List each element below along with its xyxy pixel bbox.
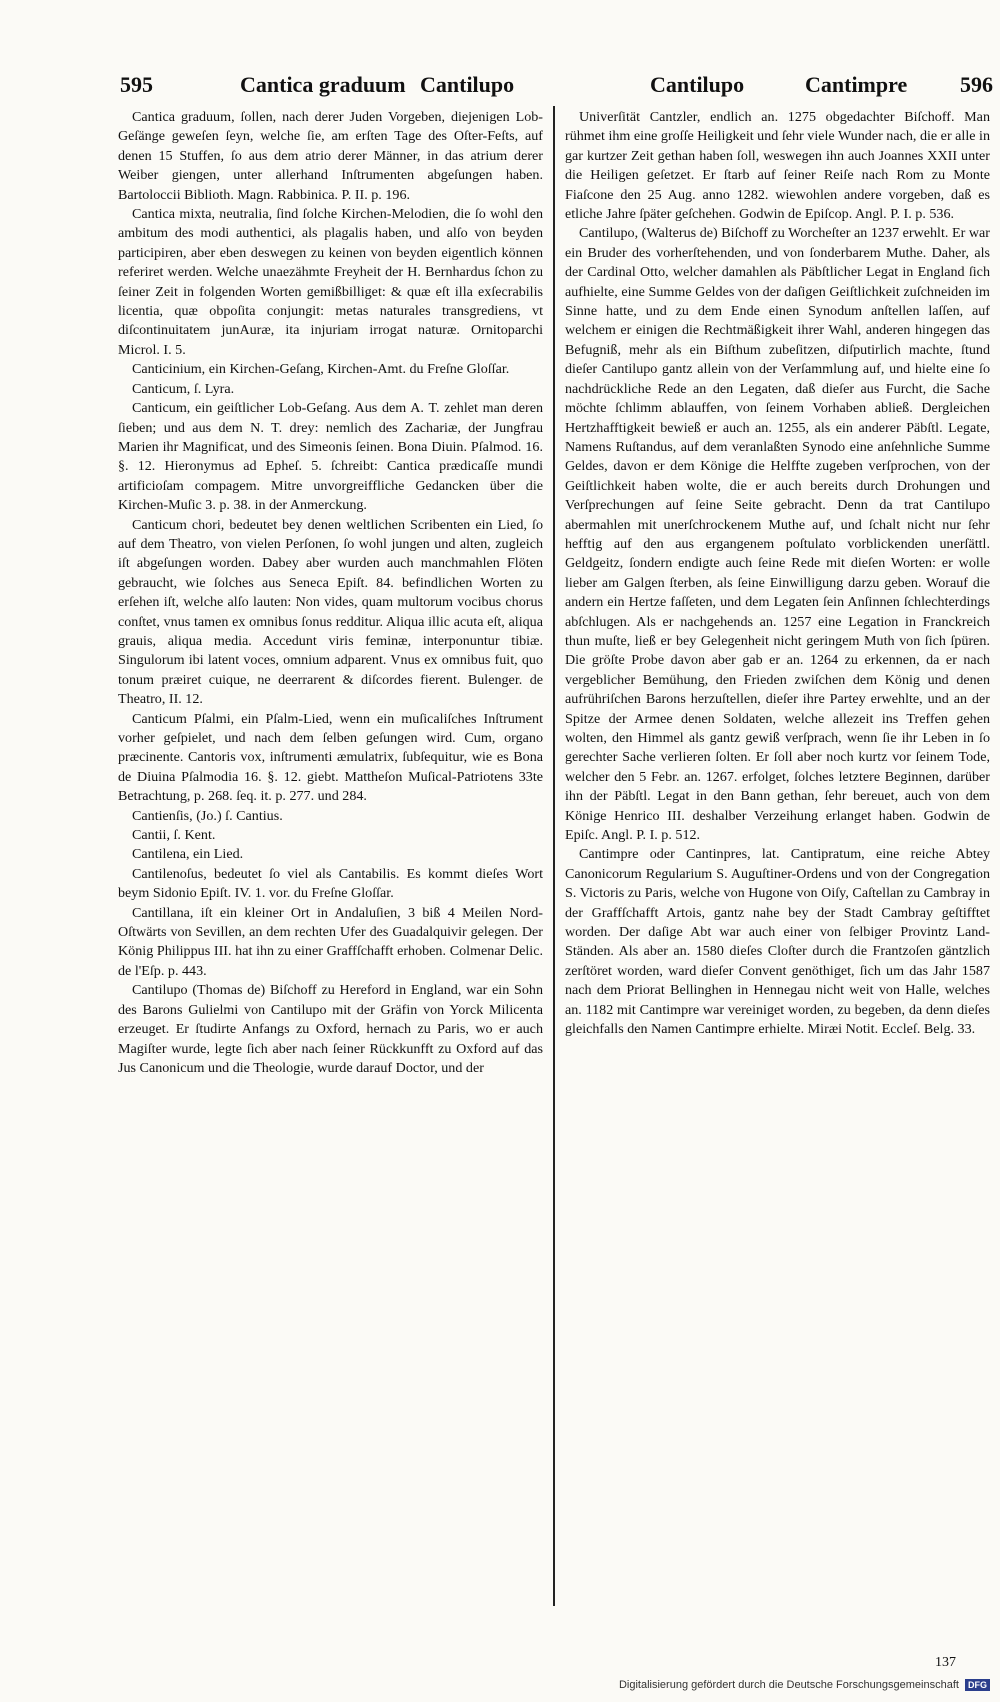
entry-canticum: Canticum, ein geiſtlicher Lob-Geſang. Aus dem A. T. zehlet man deren ſieben; und aus dem N. T. drey: nemlich des Zachariæ, der Jungfrau Marien ihr Magnificat, und des Simeonis ſeinen. Bona Diuin. Pſalmod. 16. §. 12. Hieronymus ad Epheſ. 5. ſchreibt: Cantica prædicaſſe mundi artificioſam compagem. Mitre unvorgreiffliche Gedancken über die Kirchen-Muſic 3. p. 38. in der Anmerckung. [118, 400, 543, 514]
footer-credit [619, 1679, 990, 1691]
entry-cantillana: Cantillana, iſt ein kleiner Ort in Andaluſien, 3 biß 4 Meilen Nord-Oſtwärts von Sevillen, an dem rechten Ufer des Guadalquivir gelegen. Der König Philippus III. hat ihn zu einer Graffſchafft erhoben. Colmenar Delic. de l'Eſp. p. 443. [118, 904, 543, 979]
entry-cantilupo-thomas-continued: Univerſität Cantzler, endlich an. 1275 obgedachter Biſchoff. Man rühmet ihm eine groſſe Heiligkeit und ſehr viele Wunder nach, die er alle in gar kurtzer Zeit gethan haben ſoll, weswegen ihn auch Joannes XXII unter die Heiligen geſetzet. Er ſtarb auf ſeiner Reiſe nach Rom zu Monte Fiaſcone den 25 Aug. anno 1282. wiewohlen andere vorgeben, daß es etliche Jahre ſpäter geſchehen. Godwin de Epiſcop. Angl. P. I. p. 536. [565, 109, 990, 223]
footer-text: Digitalisierung gefördert durch die Deutsche Forschungsgemeinschaft [618, 1679, 959, 1691]
entry-cantilupo-thomas: Cantilupo (Thomas de) Biſchoff zu Hereford in England, war ein Sohn des Barons Gulielmi von Cantilupo mit der Gräfin von Yorck Milicenta erzeuget. Er ſtudirte Anfangs zu Oxford, hernach zu Paris, wo er auch Magiſter wurde, legte ſich aber nach ſeiner Rückkunfft zu Oxford auf das Jus Canonicum und die Theologie, wurde darauf Doctor, und der [118, 982, 543, 1076]
entry-canticinium: Canticinium, ein Kirchen-Geſang, Kirchen-Amt. du Freſne Gloſſar. [132, 361, 510, 378]
entry-cantilupo-walterus: Cantilupo, (Walterus de) Biſchoff zu Worcheſter an 1237 erwehlt. Er war ein Bruder des vorherſtehenden, und von ſonderbarem Muthe. Daher, als der Cardinal Otto, welcher damahlen als Päbſtlicher Legat in England ſich aufhielte, eine Summe Geldes von der daſigen Geiſtlichkeit zuſchneiden im Sinne hatte, und zu dem Ende einen Synodum anſtellen laſſen, auf welchem er einigen die Rechtmäßigkeit ihrer Wahl, anderen hingegen das Befugniß, mehr als ein Biſthum zubeſitzen, diſputirlich machte, ſtund dieſer Cantilupo gantz allein von der Verſammlung auf, und hielte eine ſo nachdrückliche Rede an den Legaten, daß dieſer aus Furcht, die Sache möchte ſchlimm ablauffen, von ſeinem Vorhaben abließ. Dergleichen Hertzhafftigkeit bewieß er auch an. 1255, als ein anderer Päbſtl. Legate, Namens Ruſtandus, auf dem veranlaßten Synodo eine anſehnliche Summe Geldes, davon er dem Könige die Helffte zugeben verſprochen, von der Geiſtlichkeit haben wolte, die er auch bereits durch Drohungen und Verſprechungen auf ſeine Seite gebracht. Denn da trat Cantilupo abermahlen mit unerſchrockenem Muthe auf, und ſchalt nicht nur ſehr hefftig auf den aus ergangenem poſtulato vorblickenden unerſättl. Geldgeitz, ſondern endigte auch ſeine Rede mit dieſen Worten: er wolle lieber am Galgen ſterben, als ſeine Einwilligung darzu geben. Worauf die andern ein Hertze faſſeten, und dem Legaten ſein Anſinnen ſchlechterdings abſchlugen. Als er nachgehends an. 1257 eine Legation in Franckreich thun muſte, ließ er bey Gelegenheit nicht geringem Muth von ſich ſpüren. Die gröſte Probe davon aber gab er an. 1264 zu erkennen, da er nach vergeblicher Bemühung, den Frieden zwiſchen dem König und denen aufrühriſchen Barons herzuſtellen, dieſer ihre Partey erwehlte, und an der Spitze der Armee denen Soldaten, welche allezeit ins Treffen gehen wolten, den Himmel als gantz gewiß verſprach, wenn ſie ihr Leben in ſo gerechter Sache verlieren ſolten. Er ſoll aber noch kurtz vor ſeinem Tode, welcher den 5 Febr. an. 1267. erfolget, ſolches letztere Beginnen, darüber ihn der Päbſtl. Legat in den Bann gethan, ſehr bereuet, auch von dem Könige Henrico III. deshalber Verzeihung erlanget haben. Godwin de Epiſc. Angl. P. I. p. 512. [565, 225, 990, 844]
entry-canticum-psalmi: Canticum Pſalmi, ein Pſalm-Lied, wenn ein muſicaliſches Inſtrument vorher geſpielet, und nach dem ſelben geſungen wird. Cum, organo præcinente. Cantoris vox, inſtrumenti æmulatrix, ſubſequitur, wie es Bona de Diuina Pſalmodia 16. §. 12. giebt. Mattheſon Muſical-Patriotens 33te Betrachtung, p. 268. ſeq. it. p. 277. und 284. [118, 710, 543, 805]
entry-cantii: Cantii, ſ. Kent. [132, 827, 216, 844]
page-number-left: 595 [120, 72, 153, 97]
signature-mark: 137 [935, 1655, 956, 1670]
entry-cantilena: Cantilena, ein Lied. [132, 846, 244, 863]
entry-cantilenosus: Cantilenoſus, bedeutet ſo viel als Cantabilis. Es kommt dieſes Wort beym Sidonio Epiſt. IV. 1. vor. du Freſne Gloſſar. [118, 865, 543, 902]
page-number-right: 596 [960, 72, 993, 97]
entry-cantica-mixta: Cantica mixta, neutralia, ſind ſolche Kirchen-Melodien, die ſo wohl den ambitum des modi authentici, als plagalis haben, und alſo von beyden participiren, aber eben deswegen zu keinen von beyden eigentlich können referiret werden. Welche unaezähmte Freyheit der H. Bernhardus ſchon zu ſeiner Zeit in folgenden Worten gemißbilliget: & quæ eſt illa exſecrabilis licentia, quæ obpoſita conjungit: metas naturales transgrediens, vt diſcontinuitatem junAuræ, ita injuriam irrogat naturæ. Ornitoparchi Microl. I. 5. [118, 206, 543, 358]
entry-canticum-lyra: Canticum, ſ. Lyra. [132, 380, 235, 397]
left-column [118, 108, 543, 1608]
entry-cantimpre: Cantimpre oder Cantinpres, lat. Cantipratum, eine reiche Abtey Canonicorum Regularium S. Auguſtiner-Ordens und von der Congregation S. Victoris zu Paris, welche von Hugone von Oiſy, Caſtellan zu Cambray in der Graffſchafft Artois, gantz nahe bey der Stadt Cambray geſtifftet worden. Der daſige Abt war auch einer von ſelbiger Provintz Land-Ständen. Als aber an. 1580 dieſes Cloſter durch die Frantzoſen gäntzlich zerſtöret worden, ward dieſer Convent genöthiget, ſich um das Jahr 1587 nach dem Priorat Bellinghen in Hennegau nicht weit von Halle, welches an. 1182 mit Cantimpre war vereiniget worden, zu begeben, da denn dieſes gleichfalls den Namen Cantimpre erhielte. Miræi Notit. Eccleſ. Belg. 33. [565, 846, 990, 1038]
entry-cantiensis: Cantienſis, (Jo.) ſ. Cantius. [132, 807, 283, 824]
page-header [120, 72, 993, 108]
dfg-logo: DFG [965, 1679, 990, 1691]
catchword-left-2: Cantilupo [420, 72, 515, 97]
catchword-left-1: Cantica graduum [240, 72, 406, 97]
catchword-right-1: Cantilupo [650, 72, 745, 97]
column-divider [553, 106, 555, 1606]
entry-cantica-graduum: Cantica graduum, ſollen, nach derer Juden Vorgeben, diejenigen Lob-Geſänge geweſen ſeyn, welche ſie, am erſten Tage des Oſter-Feſts, auf denen 15 Stuffen, ſo aus dem atrio derer Männer, in das atrium derer Weiber giengen, unter allerhand Inſtrumenten abgeſungen haben. Bartoloccii Biblioth. Magn. Rabbinica. P. II. p. 196. [118, 109, 543, 203]
entry-canticum-chori: Canticum chori, bedeutet bey denen weltlichen Scribenten ein Lied, ſo auf dem Theatro, von vielen Perſonen, ſo wohl jungen und alten, zugleich iſt abgeſungen worden. Dabey aber wurden auch manchmahlen Flöten gebraucht, wie ſolches aus Seneca Epiſt. 84. befindlichen Worten zu erſehen iſt, welche alſo lauten: Non vides, quam multorum vocibus chorus conſtet, vnus tamen ex omnibus ſonus redditur. Aliqua illic acuta eſt, aliqua grauis, aliqua media. Accedunt viris feminæ, interponuntur tibiæ. Singulorum ibi latent voces, omnium adparent. Vnus ex omnibus fuit, quo tonum præiret cuique, ne deerrarent & diſcordes fierent. Bulenger. de Theatro, II. 12. [118, 516, 543, 708]
catchword-right-2: Cantimpre [805, 72, 908, 97]
right-column [565, 108, 990, 1608]
